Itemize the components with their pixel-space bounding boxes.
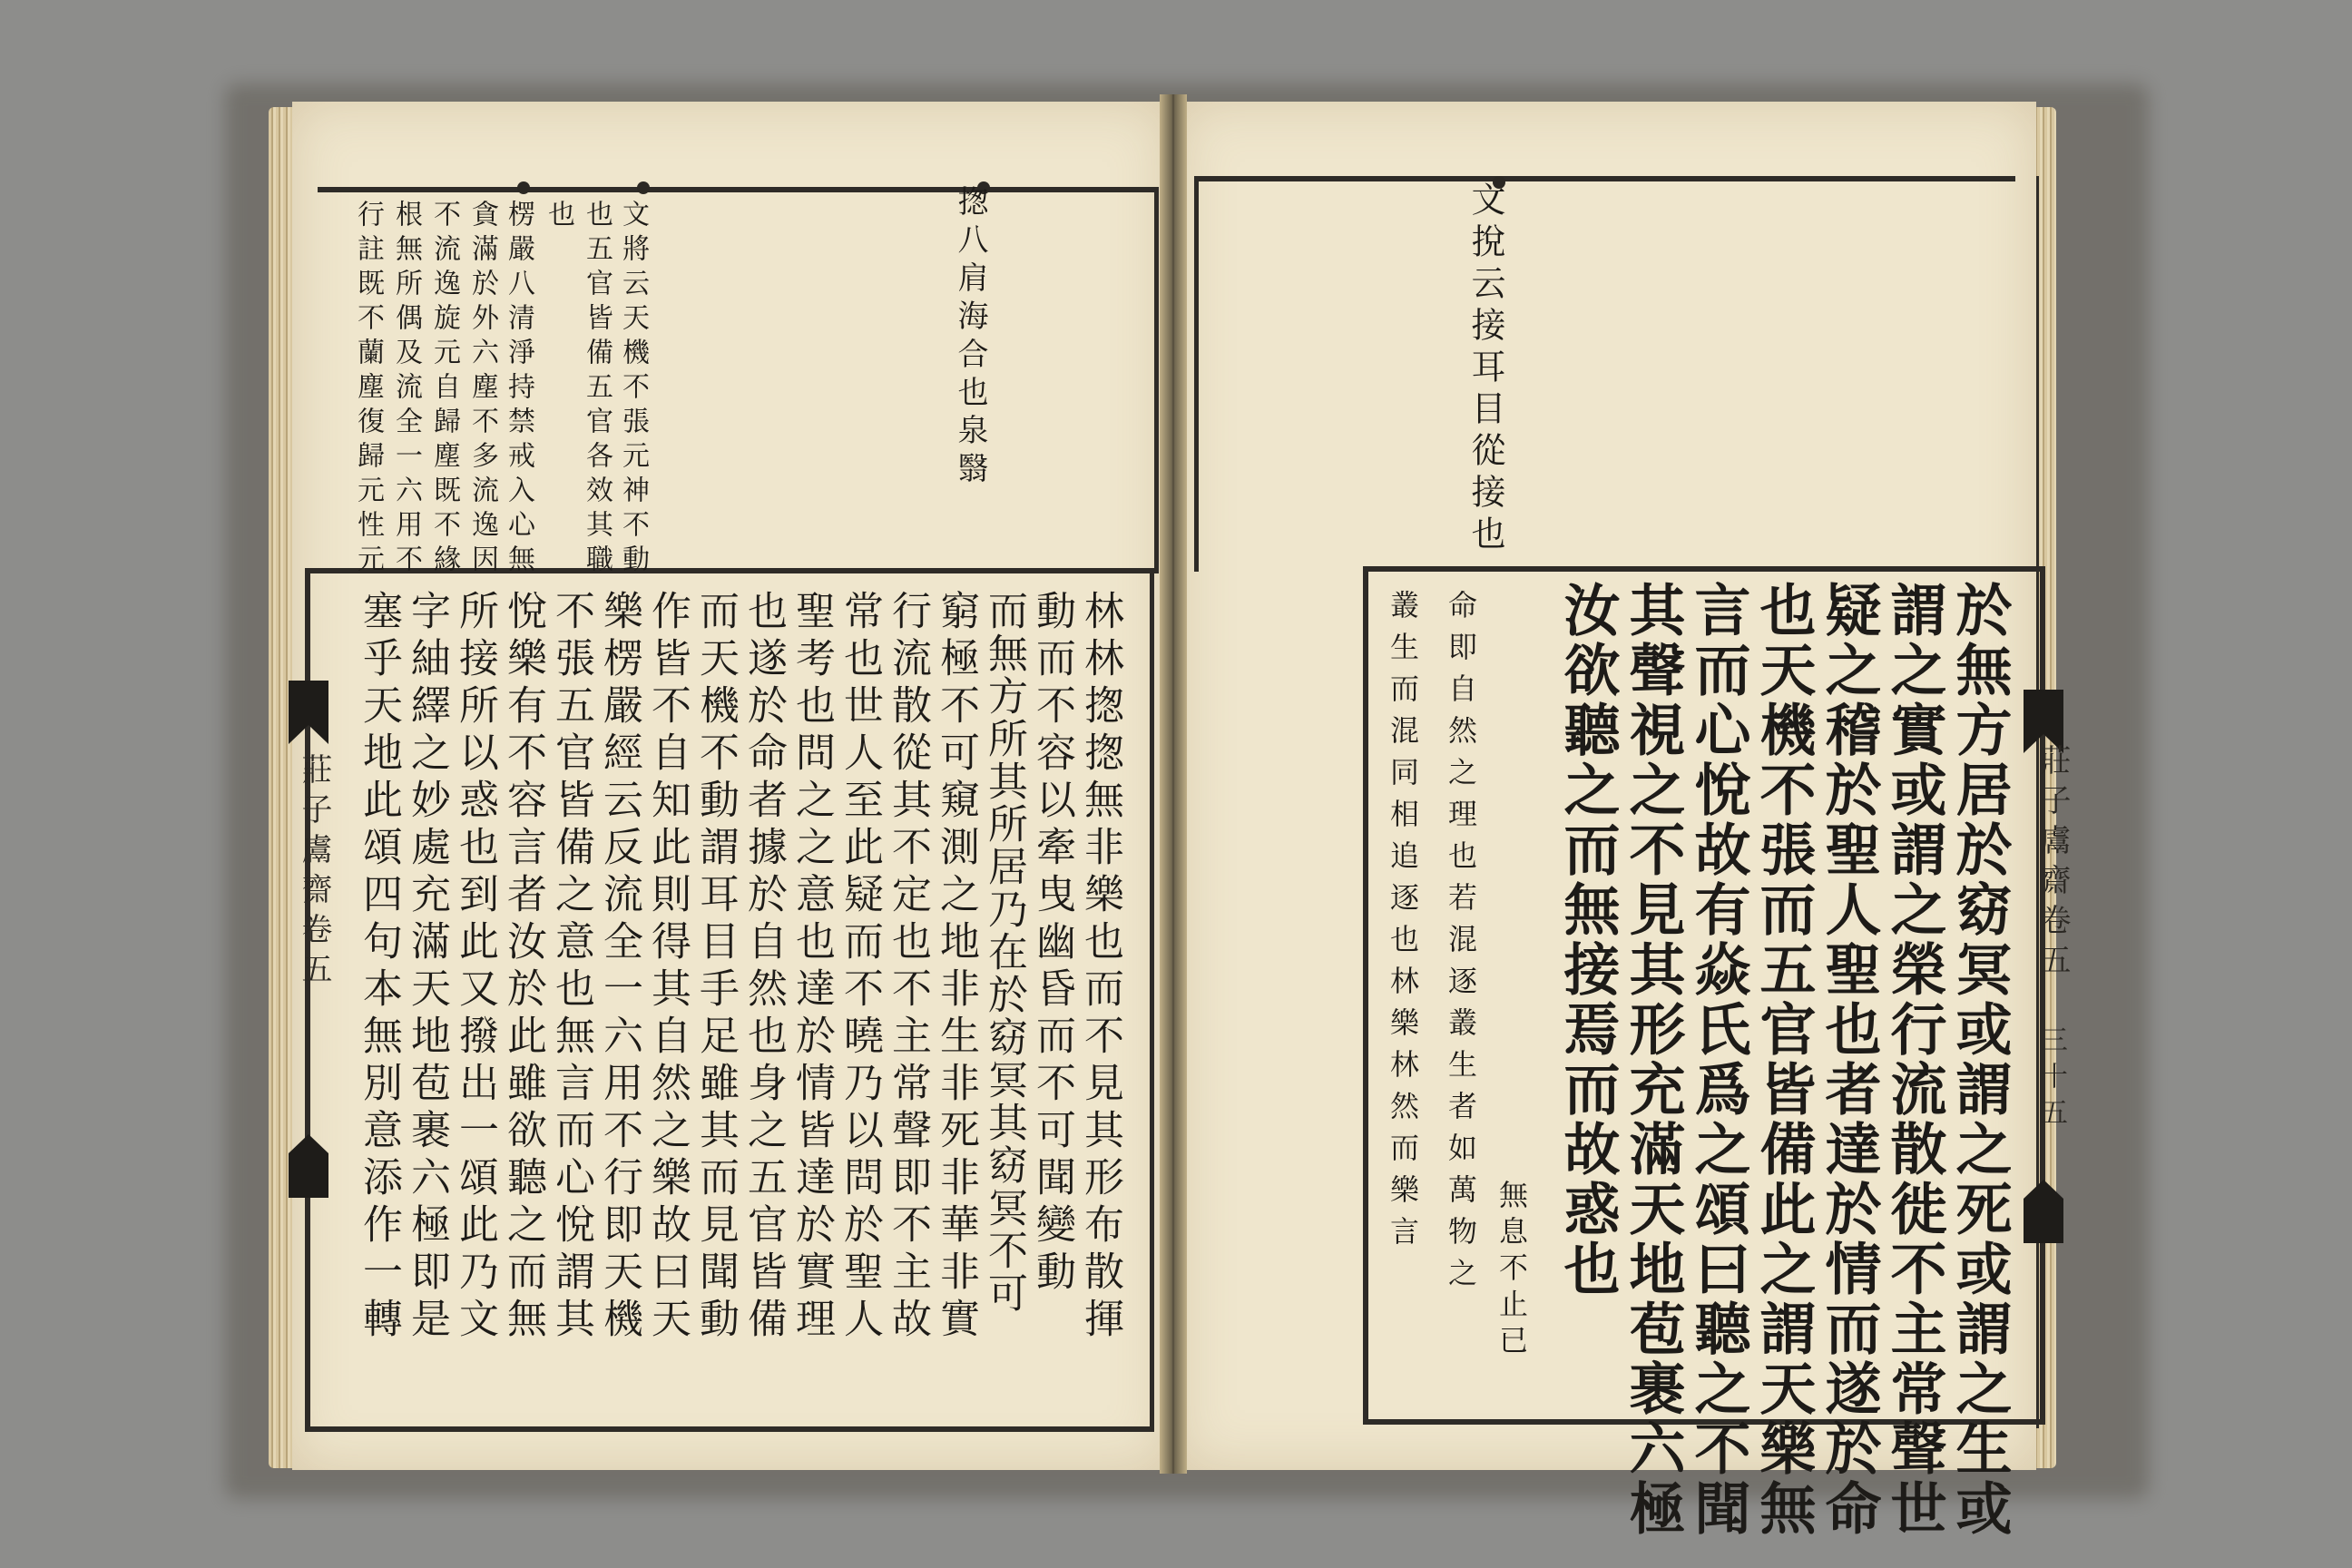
right-commentary-line: 叢生而混同相追逐也林樂林然而樂言: [1386, 590, 1420, 1258]
left-note-line: 根無所偶及流全一六用不: [390, 200, 422, 579]
left-main-line: 而無方所其所居乃在於窈冥其窈冥不可: [981, 590, 1027, 1315]
left-note-line: 也五官皆備五官各效其職: [581, 200, 612, 579]
left-main-line: 林林揔揔無非樂也而不見其形布散揮: [1077, 590, 1123, 1345]
left-note-line: 楞嚴八清淨持禁戒入心無: [503, 200, 534, 579]
left-main-line: 常也世人至此疑而不曉乃以問於聖人: [837, 590, 883, 1345]
right-main-line: 其聲視之不見其形充滿天地苞裹六極: [1620, 581, 1686, 1539]
left-main-line: 也遂於命者據於自然也身之五官皆備: [740, 590, 787, 1345]
left-main-line: 悅樂有不容言者汝於此雖欲聽之而無: [500, 590, 546, 1345]
right-upper-register-frame: [1194, 176, 2015, 572]
right-margin-title: 莊子鬳齋卷五: [2034, 744, 2071, 984]
left-main-line: 聖考也問之之意也達於情皆達於實理: [789, 590, 835, 1345]
left-note-line: 揔八肩海合也泉翳: [952, 185, 988, 490]
left-note-marker-2: [637, 181, 650, 194]
left-note-line: 貪滿於外六塵不多流逸因: [466, 200, 498, 579]
right-main-line: 汝欲聽之而無接焉而故惑也: [1554, 581, 1621, 1299]
right-main-line: 謂之實或謂之榮行流散徙不主常聲世: [1881, 581, 1947, 1539]
left-note-line: 也: [543, 200, 574, 234]
left-main-line: 動而不容以牽曳幽昏而不可聞變動: [1029, 590, 1075, 1298]
right-main-line: 也天機不張而五官皆備此之謂天樂無: [1750, 581, 1817, 1539]
right-note-line: 文挩云接耳目從接也: [1465, 181, 1505, 557]
right-page-number: 三十五: [2035, 1025, 2067, 1134]
left-main-line: 窮極不可窺測之地非生非死非華非實: [933, 590, 979, 1345]
left-main-line: 字紬繹之妙處充滿天地苞裹六極即是: [404, 590, 450, 1345]
right-main-line: 於無方居於窈冥或謂之死或謂之生或: [1946, 581, 2013, 1539]
left-note-marker-3: [517, 181, 530, 194]
left-note-line: 行註既不蘭塵復歸元性元: [352, 200, 384, 579]
left-note-line: 文將云天機不張元神不動: [617, 200, 649, 579]
right-commentary-line: 命即自然之理也若混逐叢生者如萬物之: [1444, 590, 1478, 1299]
left-main-line: 作皆不自知此則得其自然之樂故曰天: [644, 590, 691, 1345]
book-gutter: [1160, 94, 1187, 1474]
right-main-line: 疑之稽於聖人聖也者達於情而遂於命: [1816, 581, 1882, 1539]
left-main-line: 所接所以惑也到此又撥出一頌此乃文: [452, 590, 498, 1345]
right-commentary-line: 無息不止已: [1494, 1180, 1529, 1361]
left-main-line: 不張五官皆備之意也無言而心悅謂其: [548, 590, 594, 1345]
right-main-line: 言而心悅故有焱氏爲之頌曰聽之不聞: [1685, 581, 1751, 1539]
left-note-line: 不流逸旋元自歸塵既不緣: [428, 200, 460, 579]
left-margin-title: 莊子鬳齋卷五: [296, 753, 332, 993]
left-main-line: 行流散從其不定也不主常聲即不主故: [885, 590, 931, 1345]
left-main-line: 樂楞嚴經云反流全一六用不行即天機: [596, 590, 642, 1345]
left-main-line: 而天機不動謂耳目手足雖其而見聞動: [692, 590, 739, 1345]
left-main-line: 塞乎天地此頌四句本無別意添作一轉: [356, 590, 402, 1345]
